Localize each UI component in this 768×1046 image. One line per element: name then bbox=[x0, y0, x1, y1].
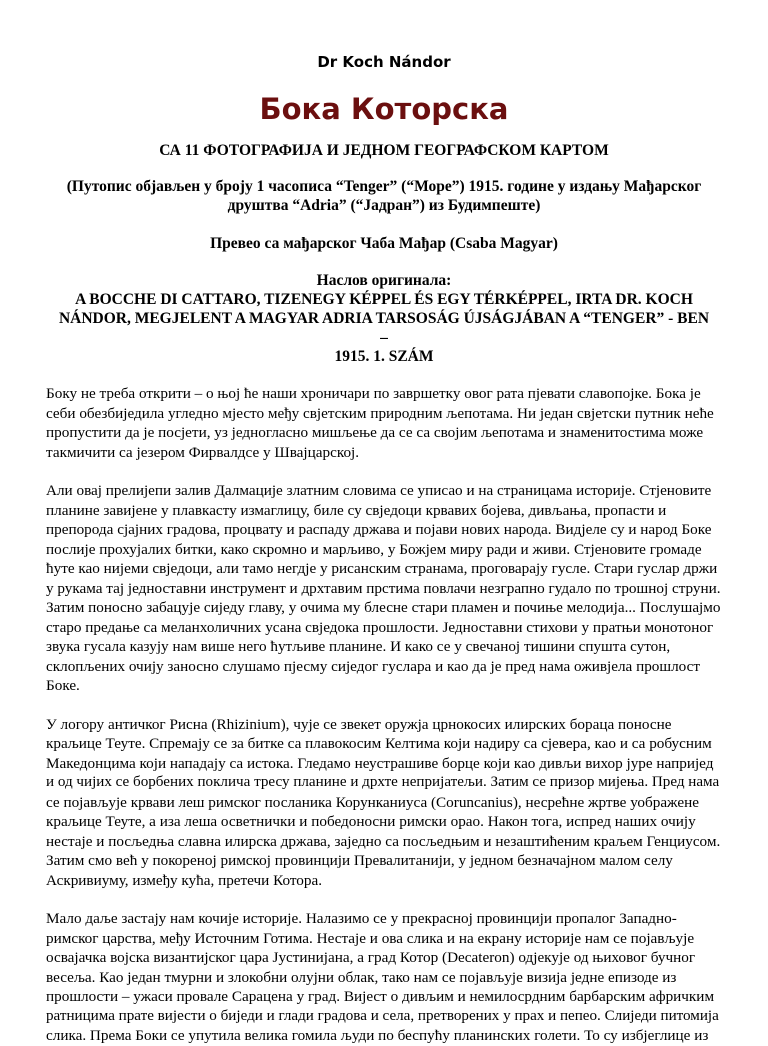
paragraph-line: Македонцима који нападају са истока. Гледамо неустрашиве борце који као дивљи вихор јуре напријед bbox=[46, 754, 714, 772]
paragraph-line: освајачка војска византијског цара Јустинијана, а град Котор (Decateron) одјекује од њиховог бучног bbox=[46, 949, 696, 966]
paragraph-line: нестаје и посљедња славна илирска држава, заједно са посљедњим и незаштићеним краљем Генциусом. bbox=[46, 832, 721, 850]
paragraph-line: послије прохујалих битки, како скромно и марљиво, у Божјем миру ради и живи. Стјеновите громаде bbox=[46, 540, 702, 558]
paragraph-1 bbox=[46, 384, 722, 462]
publication-note bbox=[46, 177, 722, 215]
paragraph-line: Затим смо већ у покореној римској провинцији Превалитанији, у једном безначајном малом селу bbox=[46, 852, 673, 869]
paragraph-line: краљице Теуте. Спремају се за битке са плавокосим Келтима који надиру са сјевера, као и са робусним bbox=[46, 735, 712, 752]
publication-note-line: (Путопис објављен у броју 1 часописа “Tenger” (“Море”) 1915. године у издању Мађарског bbox=[66, 178, 702, 195]
original-title-line: 1915. 1. SZÁM bbox=[334, 348, 434, 365]
paragraph-line: весеља. Као један тмурни и злокобни олујни облак, тако нам се појављује визија једне епизоде из bbox=[46, 968, 677, 986]
paragraph-line: се појављује крвави леш римског посланика Корунканиуса (Coruncanius), несрећне жртве уображене bbox=[46, 793, 699, 811]
document-subtitle: СА 11 ФОТОГРАФИЈА И ЈЕДНОМ ГЕОГРАФСКОМ КАРТОМ bbox=[159, 142, 609, 159]
paragraph-line: краљице Теуте, а иза леша осветнички и победоносни римски орао. Након тога, испред наших очију bbox=[46, 813, 696, 830]
paragraph-line: пропустити да је посјети, уз једногласно мишљење да се са својим љепотама и знаменитостима може bbox=[46, 424, 704, 441]
original-title-label: Наслов оригинала: bbox=[316, 272, 452, 289]
publication-note-line: друштва “Adria” (“Јадран”) из Будимпеште) bbox=[227, 197, 541, 214]
paragraph-line: старо предање са меланхоличних усана свједока прошлости. Једноставни стихови у пратњи монотоног bbox=[46, 618, 714, 636]
paragraph-3 bbox=[46, 715, 722, 891]
paragraph-4 bbox=[46, 909, 722, 1046]
paragraph-line: ћуте као нијеми свједоци, али тамо негдје у рисанским странама, проговарају гусле. Стари гуслар држи bbox=[46, 560, 718, 577]
original-title-line: NÁNDOR, MEGJELENT A MAGYAR ADRIA TARSOSÁG ÚJSÁGJÁBAN A “TENGER” - BEN – bbox=[58, 310, 710, 346]
paragraph-line: прошлости – ужаси провале Сарацена у град. Вијест о дивљим и немилосрдним барбарским афричким bbox=[46, 988, 715, 1005]
paragraph-line: и од чијих се борбених поклича тресу планине и дрхте непријатељи. Затим се призор мијења. Пред нама bbox=[46, 774, 720, 790]
original-title-line: A BOCCHE DI CATTARO, TIZENEGY KÉPPEL ÉS EGY TÉRKÉPPEL, IRTA DR. KOCH bbox=[75, 291, 693, 308]
paragraph-line: планине завијене у плавкасту измаглицу, биле су свједоци крвавих бојева, дивљања, пропасти и bbox=[46, 501, 667, 519]
document-title: Бока Которска bbox=[259, 92, 509, 126]
paragraph-line: Боку не треба открити – о њој ће наши хроничари по завршетку овог рата пјевати славопојке. Бока је bbox=[46, 385, 701, 402]
paragraph-line: себи обезбиједила угледно мјесто међу свјетским природним љепотама. Ни један свјетски путник неће bbox=[46, 404, 714, 422]
paragraph-line: У логору античког Рисна (Rhizinium), чује се звекет оружја црнокосих илирских бораца поносне bbox=[46, 715, 672, 733]
paragraph-line: звука гусала казују нам више него ћутљиве планине. И како се у свечаној тишини спушта сутон, bbox=[46, 638, 671, 655]
paragraph-line: Мало даље застају нам кочије историје. Налазимо се у прекрасној провинцији пропалог Западно- bbox=[46, 910, 677, 927]
paragraph-line: слика. Према Боки се упутила велика гомила људи по беспућу планинских голети. То су избјеглице из bbox=[46, 1027, 709, 1044]
original-title bbox=[46, 290, 722, 366]
paragraph-line: препорода сјајних градова, процвату и распаду држава и појави нових народа. Видјеле су и народ Боке bbox=[46, 521, 712, 538]
paragraph-line: Боке. bbox=[46, 677, 80, 694]
paragraph-line: такмичити са језером Фирвалдсе у Швајцарској. bbox=[46, 443, 360, 461]
paragraph-line: ратницима прате вијести о биједи и глади градова и села, претворених у прах и пепео. Слиједи питомија bbox=[46, 1007, 719, 1024]
paragraph-line: у рукама тај једноставни инструмент и дрхтавим прстима повлачи незграпно гудало по трошној струни. bbox=[46, 579, 721, 597]
paragraph-line: склопљених очију заносно слушамо пјесму сиједог гуслара и као да је пред нама оживјела прошлост bbox=[46, 657, 701, 675]
translator-note: Превео са мађарског Чаба Мађар (Csaba Magyar) bbox=[210, 235, 558, 252]
author-name: Dr Koch Nándor bbox=[317, 53, 451, 71]
paragraph-2 bbox=[46, 481, 722, 696]
document-page bbox=[46, 0, 722, 1046]
paragraph-line: Затим поносно забацује сиједу главу, у очима му блеснe стари пламен и почиње мелодија... Послушајмо bbox=[46, 599, 721, 616]
paragraph-line: Аскривиуму, између кућа, претечи Котора. bbox=[46, 871, 323, 889]
paragraph-line: римског царства, међу Источним Готима. Нестаје и ова слика и на екрану историје нам се појављује bbox=[46, 929, 695, 947]
paragraph-line: Али овај прелијепи залив Далмације златним словима се уписао и на страницама историје. Стјеновите bbox=[46, 482, 712, 499]
